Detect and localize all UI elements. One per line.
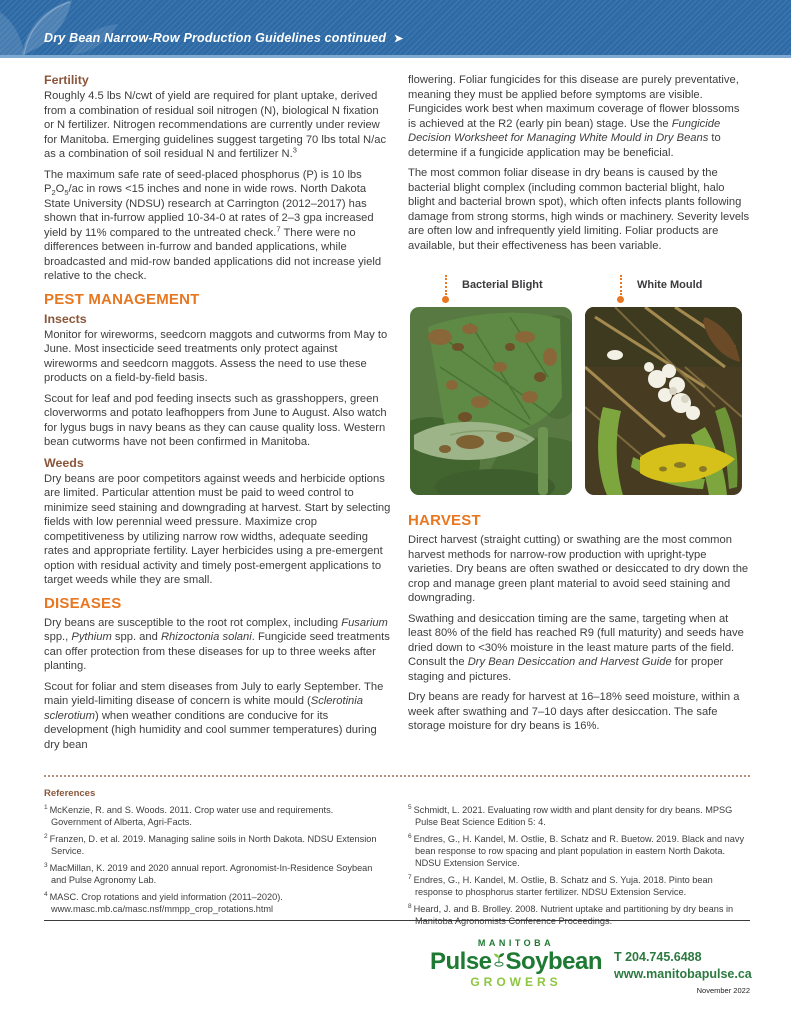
reference-item [44, 891, 378, 915]
reference-text: McKenzie, R. and S. Woods. 2011. Crop water use and requirements. Government of Alberta, Agri-Facts. [49, 805, 334, 827]
header-banner [0, 0, 791, 58]
references-right-column [408, 804, 750, 932]
header-title [44, 31, 403, 45]
paragraph-harvest-1: Direct harvest (straight cutting) or swathing are the most common harvest methods for narrow-row production with upright-type varieties. Dry beans are often swathed or desiccated to dry down the crop and manage green plant material to avoid seed staining and downgrading. [408, 534, 749, 604]
reference-item [408, 833, 750, 869]
reference-text: Heard, J. and B. Brolley. 2008. Nutrient uptake and partitioning by dry beans in Manitoba Agronomists Conference Proceedings. [413, 904, 734, 926]
reference-item [44, 804, 378, 828]
bacterial-blight-photo [410, 307, 572, 495]
reference-text: MacMillan, K. 2019 and 2020 annual report. Agronomist-In-Residence Soybean and Pulse Agronomy Lab. [49, 863, 373, 885]
paragraph-insects-2: Scout for leaf and pod feeding insects such as grasshoppers, green cloverworms and potato leafhoppers from June to August. Also watch for lygus bugs in navy beans as they can cause quality loss. Western bean cutworms have not been confirmed in Manitoba. [44, 392, 387, 448]
sprout-icon [493, 947, 505, 973]
logo-main-text [430, 949, 602, 975]
reference-text: Schmidt, L. 2021. Evaluating row width and plant density for dry beans. MPSG Pulse Beat Science Edition 5: 4. [413, 805, 733, 827]
reference-item [408, 804, 750, 828]
phone-number: T 204.745.6488 [614, 950, 702, 964]
publication-date: November 2022 [696, 986, 750, 995]
reference-number: 1 [44, 803, 48, 811]
reference-number: 8 [408, 902, 412, 910]
reference-number: 3 [44, 861, 48, 869]
reference-text: Endres, G., H. Kandel, M. Ostlie, B. Schatz and R. Buetow. 2019. Black and navy bean response to row spacing and plant population in eastern North Dakota. NDSU Extension Service. [413, 834, 745, 868]
bacterial-blight-photo-art [410, 307, 572, 495]
reference-number: 2 [44, 832, 48, 840]
logo-soybean-text: Soybean [505, 948, 602, 975]
left-column [44, 73, 391, 758]
references-left-column [44, 804, 378, 920]
section-heading-diseases: DISEASES [44, 594, 122, 612]
reference-text: Endres, G., H. Kandel, M. Ostlie, B. Schatz and S. Yuja. 2018. Pinto bean response to phosphorus starter fertilizer. NDSU Extension Service. [413, 875, 713, 897]
section-heading-harvest: HARVEST [408, 512, 481, 529]
disease-photos-figure [408, 275, 750, 495]
logo-pulse-text: Pulse [430, 948, 492, 975]
reference-item [44, 833, 378, 857]
subheading-fertility: Fertility [44, 73, 89, 87]
leaf-decoration-icon [0, 0, 150, 55]
subheading-insects: Insects [44, 311, 87, 326]
white-mould-photo [585, 307, 742, 495]
references-heading: References [44, 788, 96, 799]
logo-manitoba-text: MANITOBA [477, 938, 555, 948]
reference-text: Franzen, D. et al. 2019. Managing saline soils in North Dakota. NDSU Extension Service. [49, 834, 377, 856]
website-link[interactable]: www.manitobapulse.ca [614, 967, 752, 981]
paragraph-diseases-3: flowering. Foliar fungicides for this disease are purely preventative, meaning they must be applied before symptoms are visible. Fungicides work best when maximum coverage of flower blossoms is achieved at the R2 (early pin bean) stage. Use the Fungicide Decision Worksheet for Managing White Mould in Dry Beans to determine if a fungicide application may be beneficial. [408, 74, 740, 159]
figure-label-bacterial-blight: Bacterial Blight [462, 279, 543, 291]
paragraph-fertility-1: Roughly 4.5 lbs N/cwt of yield are required for plant uptake, derived from a combination of residual soil nitrogen (N), biological N fixation or N fertilizer. Nitrogen recommendations are currently under review for Manitoba. Emerging guidelines suggest targeting 70 lbs total N/ac as a combination of soil residual N and fertilizer N.$^3$ [44, 90, 387, 160]
paragraph-harvest-2: Swathing and desiccation timing are the same, targeting when at least 80% of the field has reached R9 (full maturity) and seeds have dried down to <30% moisture in the least mature parts of the field. Consult the Dry Bean Desiccation and Harvest Guide for proper staging and pictures. [408, 612, 744, 683]
arrow-icon: ➤ [393, 33, 404, 45]
paragraph-diseases-2: Scout for foliar and stem diseases from July to early September. The main yield-limiting disease of concern is white mould (Sclerotinia sclerotium) when weather conditions are conducive for its development (high humidity and cool summer temperatures) during dry bean [44, 680, 384, 751]
pointer-dot-bacterial-blight [442, 296, 449, 303]
pointer-dot-white-mould [617, 296, 624, 303]
subheading-weeds: Weeds [44, 455, 84, 470]
reference-item [408, 874, 750, 898]
white-mould-photo-art [585, 307, 742, 495]
reference-item [44, 862, 378, 886]
logo-growers-text: GROWERS [470, 975, 562, 989]
figure-label-white-mould: White Mould [637, 279, 703, 291]
paragraph-harvest-3: Dry beans are ready for harvest at 16–18% seed moisture, within a week after swathing and 7–10 days after desiccation. The safe storage moisture for dry beans is 16%. [408, 691, 740, 732]
right-column [408, 73, 750, 740]
paragraph-insects-1: Monitor for wireworms, seedcorn maggots and cutworms from May to June. Most insecticide seed treatments only protect against wireworms and seedcorn maggots. Assess the need to use these products on a field-by-field basis. [44, 328, 388, 384]
reference-number: 4 [44, 890, 48, 898]
reference-number: 6 [408, 832, 412, 840]
paragraph-diseases-1: Dry beans are susceptible to the root rot complex, including Fusarium spp., Pythium spp. and Rhizoctonia solani. Fungicide seed treatments can offer protection from these diseases for up to three weeks after planting. [44, 616, 390, 672]
paragraph-diseases-4: The most common foliar disease in dry beans is caused by the bacterial blight complex (including common bacterial blight, halo blight and bacterial brown spot), which often infects plants following damage from strong storms, high winds or machinery. Severity levels are often low and infrequently yield limiting. Foliar products are available, but their effectiveness has been variable. [408, 167, 750, 252]
dotted-separator [44, 775, 750, 777]
paragraph-fertility-2: The maximum safe rate of seed-placed phosphorus (P) is 10 lbs $P_2O_5/ac$ in rows <15 inches and none in wide rows. North Dakota State University (NDSU) research at Carrington (2012–2017) has shown that in-furrow applied 10-34-0 at rates of 2–3 gpa increased yield by 11% compared to the untreated check.$^7$ There were no differences between in-furrow and banded applications, while broadcasted and mid-row banded applications did not increase yield relative to the check. [44, 168, 382, 282]
reference-text: MASC. Crop rotations and yield information (2011–2020). www.masc.mb.ca/masc.nsf/mmpp_crop_rotations.html [49, 892, 283, 914]
reference-number: 5 [408, 803, 412, 811]
paragraph-weeds-1: Dry beans are poor competitors against weeds and herbicide options are limited. Particular attention must be paid to weed control to minimize seed staining and downgrading at harvest. Start by selecting fields with low perennial weed pressure. Maximize crop competitiveness by utilizing narrow row widths, adequate seeding rates and appropriate fertility. Layer herbicides using a pre-emergent option with residual activity and timely post-emergent applications to target weeds while they are small. [44, 472, 391, 586]
pointer-line-bacterial-blight [445, 275, 447, 295]
pointer-line-white-mould [620, 275, 622, 295]
header-title-text: Dry Bean Narrow-Row Production Guidelines continued [44, 31, 387, 45]
footer-divider [44, 920, 750, 921]
contact-block [614, 950, 750, 995]
section-heading-pest-management: PEST MANAGEMENT [44, 290, 200, 308]
reference-number: 7 [408, 873, 412, 881]
mpsg-logo [430, 938, 602, 989]
reference-item [408, 903, 750, 927]
